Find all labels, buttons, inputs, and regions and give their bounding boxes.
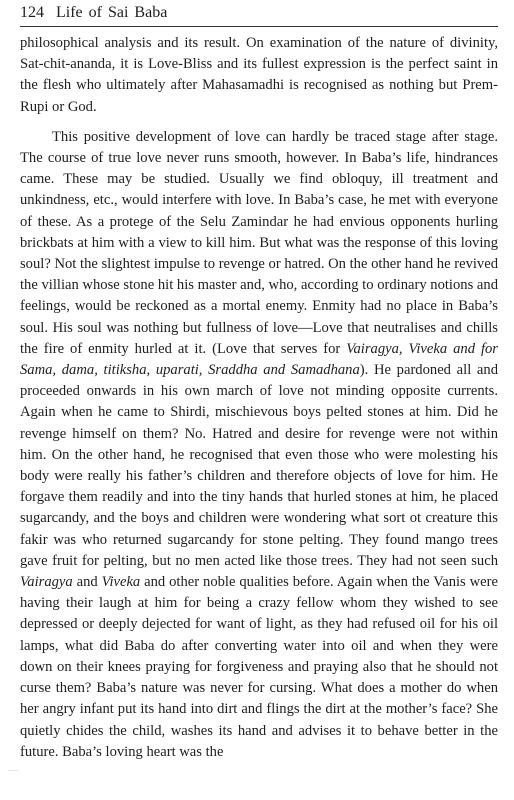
italic-term: Vairagya bbox=[20, 574, 73, 591]
text-run: and other noble qualities before. Again when the Vanis were having their laugh at him for being a crazy fellow whom they wished to see depressed or deeply dejected for want of light, as they had refused oil for his oil lamps, what did Baba do after converting water into oil and when they were down on their knees praying for forgiveness and praying also that he should not curse them? Baba’s nature was never for cursing. What does a mother do when her angry infant put its hand into dirt and flings the dirt at the mother’s face? She quietly chides the child, washes its hand and advises it to behave better in the future. Baba’s loving heart was the bbox=[20, 574, 498, 760]
text-run: philosophical analysis and its result. On examination of the nature of divinity, Sat-chit-ananda, it is Love-Bliss and its fullest expression is the perfect saint in the flesh who ultimately after Mahasamadhi is recognised as nothing but Prem-Rupi or God. bbox=[20, 35, 498, 115]
book-page bbox=[20, 2, 498, 763]
scan-artifact bbox=[8, 770, 18, 771]
paragraph-continued bbox=[20, 33, 498, 118]
page-body bbox=[20, 33, 498, 763]
italic-term: Viveka bbox=[101, 574, 141, 591]
text-run: ). He pardoned all and proceeded onwards in his own march of love not minding opposite currents. Again when he came to Shirdi, mischievous boys pelted stones at him. Did he revenge himself on them? No. Hatred and desire for revenge were not within him. On the other hand, he recognised that even those who were molesting his body were really his father’s children and therefore objects of love for him. He forgave them readily and into the tiny hands that hurled stones at him, he placed sugarcandy, and the boys and children were wondering what sort ot creature this fakir was who returned sugarcandy for stone pelting. They found mango trees gave fruit for pelting, but no men acted like those trees. They had not seen such bbox=[20, 362, 499, 569]
page-number: 124 bbox=[20, 4, 44, 21]
paragraph-love-development bbox=[20, 127, 498, 763]
text-run: This positive development of love can hardly be traced stage after stage. The course of true love never runs smooth, however. In Baba’s life, hindrances came. These may be studied. Usually we find obloquy, ill treatment and unkindness, etc., would interfere with love. In Baba’s case, he met with everyone of these. As a protege of the Selu Zamindar he had envious opponents hurling brickbats at him with a view to kill him. But what was the response of this loving soul? Not the slightest impulse to revenge or hatred. On the other hand he revived the villian whose stone hit his master and, who, according to ordinary notions and feelings, would be reckoned as a mortal enemy. Enmity had no place in Baba’s soul. His soul was nothing but fullness of love—Love that neutralises and chills the fire of enmity hurled at it. (Love that serves for bbox=[20, 128, 498, 357]
text-run: and bbox=[72, 574, 102, 591]
running-head bbox=[20, 2, 498, 27]
italic-term: Vairagya, Viveka and for Sama, dama, titiksha, uparati, Sraddha and Samadhana bbox=[20, 340, 498, 379]
running-title: Life of Sai Baba bbox=[56, 4, 168, 21]
